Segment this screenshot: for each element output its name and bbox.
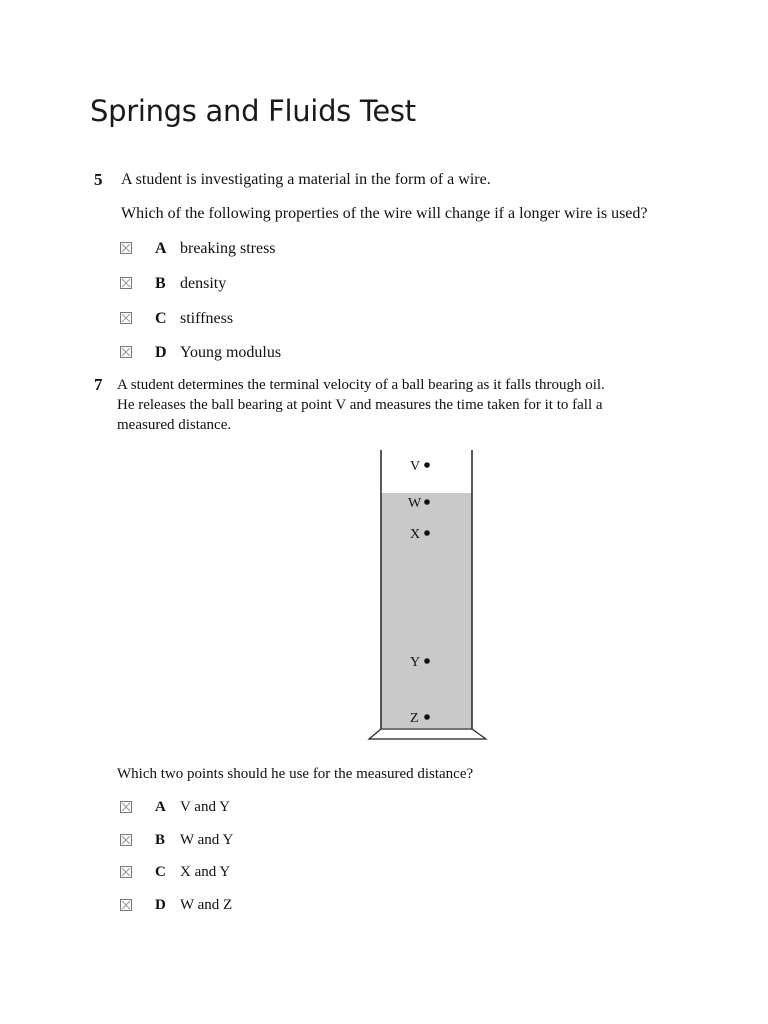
option-letter: D [155,344,167,361]
point-z-label: Z [410,711,419,726]
question-7-line-1: A student determines the terminal velocity of a ball bearing as it falls through oil. [117,377,605,393]
tube-base [369,729,486,739]
oil-column [381,493,472,728]
question-5-number: 5 [94,170,103,189]
checkbox-icon[interactable] [120,242,132,254]
point-x-marker [424,530,430,536]
option-text: Young modulus [180,344,282,361]
point-y-label: Y [410,655,421,670]
point-w-marker [424,499,430,505]
option-text: density [180,275,227,292]
checkbox-icon[interactable] [120,899,132,911]
question-5-prompt: Which of the following properties of the wire will change if a longer wire is used? [121,205,648,222]
option-letter: D [155,897,166,913]
point-z-marker [424,714,430,720]
option-text: W and Z [180,897,233,913]
point-y-marker [424,658,430,664]
option-letter: B [155,832,166,848]
option-text: W and Y [180,832,234,848]
checkbox-icon[interactable] [120,834,132,846]
option-text: stiffness [180,310,234,327]
oil-tube-diagram [366,448,490,742]
question-7-prompt: Which two points should he use for the measured distance? [117,766,474,782]
checkbox-icon[interactable] [120,312,132,324]
checkbox-icon[interactable] [120,346,132,358]
checkbox-icon[interactable] [120,866,132,878]
question-7-line-2: He releases the ball bearing at point V and measures the time taken for it to fall a [117,397,603,413]
option-text: breaking stress [180,240,276,257]
checkbox-icon[interactable] [120,277,132,289]
point-v-label: V [410,459,421,474]
point-x-label: X [410,527,421,542]
option-letter: B [155,275,166,292]
option-letter: C [155,864,166,880]
checkbox-icon[interactable] [120,801,132,813]
option-letter: A [155,240,167,257]
question-7-number: 7 [94,375,103,394]
question-5-statement: A student is investigating a material in the form of a wire. [121,171,491,188]
page-title: Springs and Fluids Test [90,94,416,128]
point-v-marker [424,462,430,468]
point-w-label: W [408,496,422,511]
option-text: X and Y [180,864,231,880]
question-7-line-3: measured distance. [117,417,232,433]
option-text: V and Y [180,799,230,815]
option-letter: A [155,799,166,815]
option-letter: C [155,310,167,327]
